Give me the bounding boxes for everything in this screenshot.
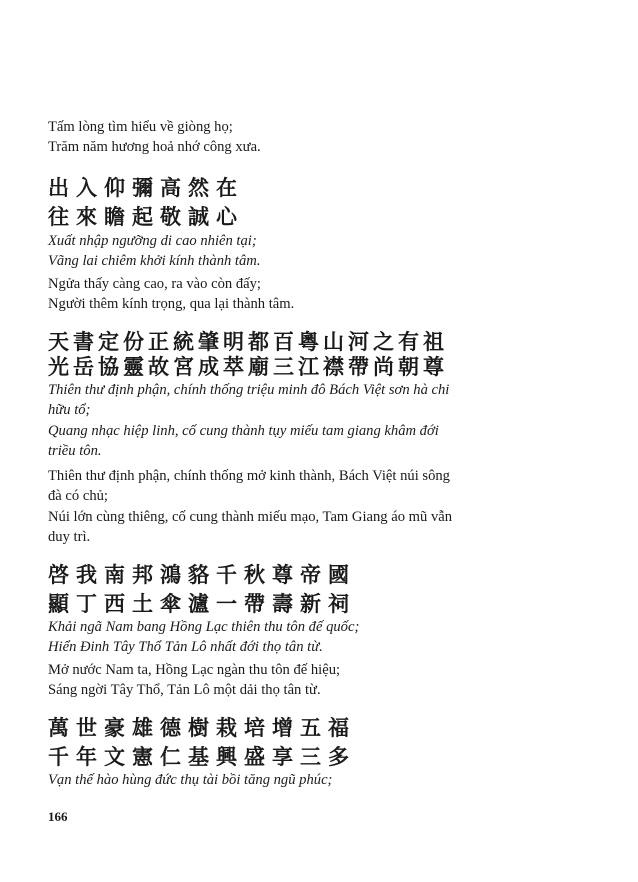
page-number: 166 (48, 809, 68, 824)
couplet3-translation-1: Mở nước Nam ta, Hồng Lạc ngàn thu tôn đế hiệu; (48, 662, 341, 678)
couplet3-transliteration-2: Hiển Đinh Tây Thổ Tản Lô nhất đới thọ tân từ. (48, 639, 323, 655)
couplet3-han-line-1: 啓我南邦鴻貉千秋尊帝國 (48, 562, 356, 587)
couplet1-transliteration-2: Vãng lai chiêm khởi kính thành tâm. (48, 253, 261, 269)
couplet2-transliteration-2: hữu tổ; (48, 402, 91, 418)
couplet2-han-line-2: 光岳協靈故宮成萃廟三江襟帶尚朝尊 (48, 354, 448, 379)
couplet3-translation-2: Sáng ngời Tây Thổ, Tản Lô một dải thọ tân từ. (48, 682, 321, 698)
couplet1-transliteration-1: Xuất nhập ngưỡng di cao nhiên tại; (48, 233, 257, 249)
couplet2-transliteration-1: Thiên thư định phận, chính thống triệu minh đô Bách Việt sơn hà chi (48, 382, 450, 398)
couplet2-transliteration-3: Quang nhạc hiệp linh, cố cung thành tụy miếu tam giang khâm đới (48, 423, 439, 439)
couplet2-translation-4: duy trì. (48, 529, 91, 545)
couplet2-transliteration-4: triều tôn. (48, 443, 102, 459)
couplet4-transliteration-1: Vạn thế hào hùng đức thụ tài bồi tăng ngũ phúc; (48, 772, 333, 788)
couplet2-translation-2: đà có chủ; (48, 488, 108, 504)
intro-line-1: Tấm lòng tìm hiểu về giòng họ; (48, 119, 233, 135)
couplet1-translation-1: Ngửa thấy càng cao, ra vào còn đấy; (48, 276, 261, 292)
couplet3-han-line-2: 顯丁西土傘瀘一帶壽新祠 (48, 591, 356, 616)
couplet3-transliteration-1: Khải ngã Nam bang Hồng Lạc thiên thu tôn đế quốc; (48, 619, 360, 635)
couplet1-han-line-2: 往來瞻起敬誠心 (48, 204, 244, 229)
couplet1-translation-2: Người thêm kính trọng, qua lại thành tâm. (48, 296, 295, 312)
couplet2-translation-1: Thiên thư định phận, chính thống mở kinh thành, Bách Việt núi sông (48, 468, 450, 484)
couplet4-han-line-2: 千年文憲仁基興盛享三多 (48, 744, 356, 769)
couplet4-han-line-1: 萬世豪雄德樹栽培增五福 (48, 715, 356, 740)
couplet2-translation-3: Núi lớn cùng thiêng, cố cung thành miếu mạo, Tam Giang áo mũ vẫn (48, 509, 453, 525)
couplet2-han-line-1: 天書定份正統肇明都百粵山河之有祖 (48, 329, 448, 354)
couplet1-han-line-1: 出入仰彌高然在 (48, 175, 244, 200)
intro-line-2: Trăm năm hương hoả nhớ công xưa. (48, 139, 261, 155)
